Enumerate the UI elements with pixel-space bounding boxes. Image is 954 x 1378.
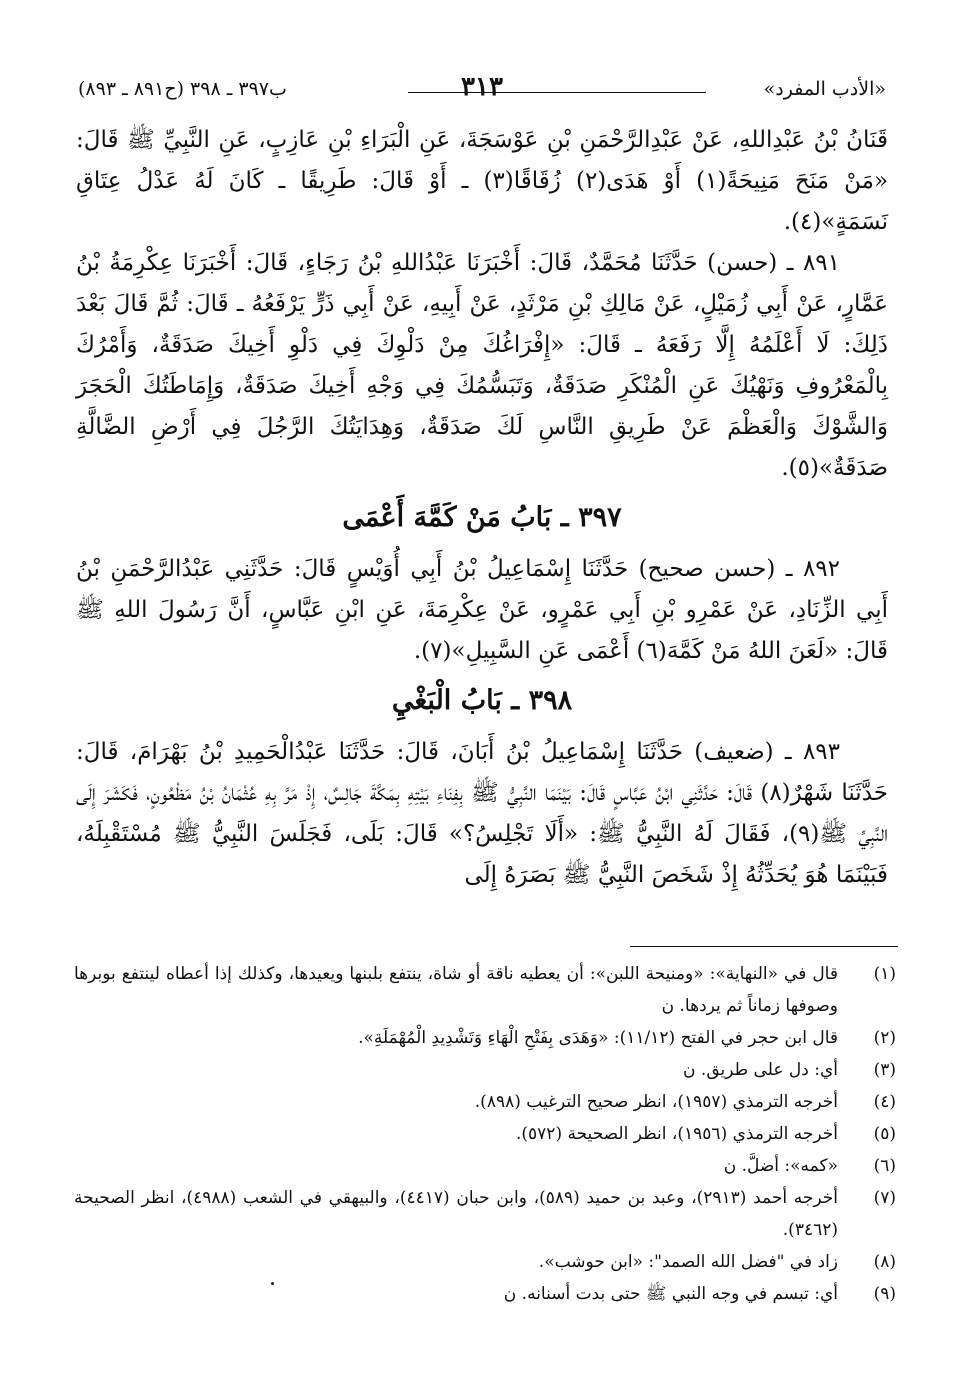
footnote-text: أي: تبسم في وجه النبي ﷺ حتى بدت أسنانه. ن	[503, 1284, 838, 1304]
hadith-892: ٨٩٢ ـ (حسن صحيح) حَدَّثَنَا إِسْمَاعِيلُ بْنُ أَبِي أُوَيْسٍ قَالَ: حَدَّثَنِي عَبْدُالرَّحْمَنِ بْنُ أَبِي الزِّنَادِ، عَنْ عَمْرِو بْنِ أَبِي عَمْرٍو، عَنْ عِكْرِمَةَ، عَنِ ابْنِ عَبَّاسٍ، أَنَّ رَسُولَ اللهِ ﷺ قَالَ: «لَعَنَ اللهُ مَنْ كَمَّهَ(٦) أَعْمَى عَنِ السَّبِيلِ»(٧).	[76, 556, 888, 664]
footnote-text: أخرجه الترمذي (١٩٥٧)، انظر صحيح الترغيب (٨٩٨).	[474, 1092, 838, 1112]
footnote-1	[74, 958, 896, 1022]
footnote-text: أخرجه أحمد (٢٩١٣)، وعبد بن حميد (٥٨٩)، وابن حبان (٤٤١٧)، والبيهقي في الشعب (٤٩٨٨)، انظر الصحيحة (٣٤٦٢).	[74, 1188, 838, 1240]
footnote-text: زاد في "فضل الله الصمد": «ابن حوشب».	[538, 1252, 838, 1272]
footnote-number: (٧)	[873, 1188, 896, 1208]
footnote-number: (٣)	[873, 1060, 896, 1080]
footnote-text: «كمه»: أضلَّ. ن	[723, 1156, 838, 1176]
footnote-text: قال في «النهاية»: «ومنيحة اللبن»: أن يعطيه ناقة أو شاة، ينتفع بلبنها ويعيدها، وكذلك إذا أعطاه لينتفع بوبرها وصوفها زماناً ثم يردها. ن	[74, 964, 838, 1016]
paragraph-continuation: قَنَانُ بْنُ عَبْدِاللهِ، عَنْ عَبْدِالرَّحْمَنِ بْنِ عَوْسَجَةَ، عَنِ الْبَرَاءِ بْنِ عَازِبٍ، عَنِ النَّبِيِّ ﷺ قَالَ: «مَنْ مَنَحَ مَنِيحَةً(١) أَوْ هَدَى(٢) زُقَاقًا(٣) ـ أَوْ قَالَ: طَرِيقًا ـ كَانَ لَهُ عَدْلُ عِتَاقِ نَسَمَةٍ»(٤).	[76, 127, 889, 235]
chapter-heading-397: ٣٩٧ ـ بَابُ مَنْ كَمَّهَ أَعْمَى	[342, 502, 622, 533]
footnote-6	[74, 1150, 896, 1182]
footnote-8	[74, 1246, 896, 1278]
footnote-4	[74, 1086, 896, 1118]
book-title: «الأدب المفرد»	[763, 78, 886, 100]
footnote-number: (٩)	[873, 1284, 896, 1304]
hadith-891: ٨٩١ ـ (حسن) حَدَّثَنَا مُحَمَّدٌ، قَالَ: أَخْبَرَنَا عَبْدُاللهِ بْنُ رَجَاءٍ، قَالَ: أَخْبَرَنَا عِكْرِمَةُ بْنُ عَمَّارٍ، عَنْ أَبِي زُمَيْلٍ، عَنْ مَالِكِ بْنِ مَرْثَدٍ، عَنْ أَبِيهِ، عَنْ أَبِي ذَرٍّ يَرْفَعُهُ ـ قَالَ: ثُمَّ قَالَ بَعْدَ ذَلِكَ: لَا أَعْلَمُهُ إِلَّا رَفَعَهُ ـ قَالَ: «إِفْرَاغُكَ مِنْ دَلْوِكَ فِي دَلْوِ أَخِيكَ صَدَقَةٌ، وَأَمْرُكَ بِالْمَعْرُوفِ وَنَهْيُكَ عَنِ الْمُنْكَرِ صَدَقَةٌ، وَتَبَسُّمُكَ فِي وَجْهِ أَخِيكَ صَدَقَةٌ، وَإِمَاطَتُكَ الْحَجَرَ وَالشَّوْكَ وَالْعَظْمَ عَنْ طَرِيقِ النَّاسِ لَكَ صَدَقَةٌ، وَهِدَايَتُكَ الرَّجُلَ فِي أَرْضِ الضَّالَّةِ صَدَقَةٌ»(٥).	[76, 250, 888, 481]
footnote-number: (٥)	[873, 1124, 896, 1144]
footnote-number: (٦)	[873, 1156, 896, 1176]
header-rule-left	[408, 92, 498, 93]
footnote-5	[74, 1118, 896, 1150]
chapter-range: ب٣٩٧ ـ ٣٩٨ (ح٨٩١ ـ ٨٩٣)	[78, 78, 287, 100]
footnote-9	[74, 1278, 896, 1310]
main-text	[76, 120, 888, 896]
footnote-text: أي: دل على طريق. ن	[683, 1060, 838, 1080]
footnote-2	[74, 1022, 896, 1054]
footnote-number: (٤)	[873, 1092, 896, 1112]
hadith-893: ٨٩٣ ـ (ضعيف) حَدَّثَنَا إِسْمَاعِيلُ بْنُ أَبَانَ، قَالَ: حَدَّثَنَا عَبْدُالْحَمِيدِ بْنُ بَهْرَامَ، قَالَ: حَدَّثَنَا شَهْرٌ(٨) قَالَ: حَدَّثَنِي ابْنُ عَبَّاسٍ قَالَ: بَيْنَمَا النَّبِيُّ ﷺ بِفِنَاءِ بَيْتِهِ بِمَكَّةَ جَالِسٌ، إِذْ مَرَّ بِهِ عُثْمَانُ بْنُ مَظْعُونٍ، فَكَشَرَ إِلَى النَّبِيِّ ﷺ(٩)، فَقَالَ لَهُ النَّبِيُّ ﷺ: «أَلَا تَجْلِسُ؟» قَالَ: بَلَى، فَجَلَسَ النَّبِيُّ ﷺ مُسْتَقْبِلَهُ، فَبَيْنَمَا هُوَ يُحَدِّثُهُ إِذْ شَخَصَ النَّبِيُّ ﷺ بَصَرَهُ إِلَى	[76, 739, 888, 888]
footnote-number: (٨)	[873, 1252, 896, 1272]
footnote-7	[74, 1182, 896, 1246]
footnotes	[74, 958, 896, 1310]
header-rule-right	[476, 92, 706, 93]
print-speck	[271, 1282, 274, 1285]
page-number: ٣١٣	[461, 72, 503, 102]
chapter-heading-398: ٣٩٨ ـ بَابُ الْبَغْيِ	[391, 685, 573, 716]
running-header	[78, 72, 886, 106]
footnote-separator	[630, 946, 898, 947]
footnote-number: (١)	[873, 964, 896, 984]
footnote-text: أخرجه الترمذي (١٩٥٦)، انظر الصحيحة (٥٧٢).	[515, 1124, 838, 1144]
footnote-number: (٢)	[873, 1028, 896, 1048]
footnote-text: قال ابن حجر في الفتح (١١/١٢): «وَهَدَى بِفَتْحِ الْهَاءِ وَتَشْدِيدِ الْمُهْمَلَةِ».	[358, 1028, 838, 1048]
footnote-3	[74, 1054, 896, 1086]
